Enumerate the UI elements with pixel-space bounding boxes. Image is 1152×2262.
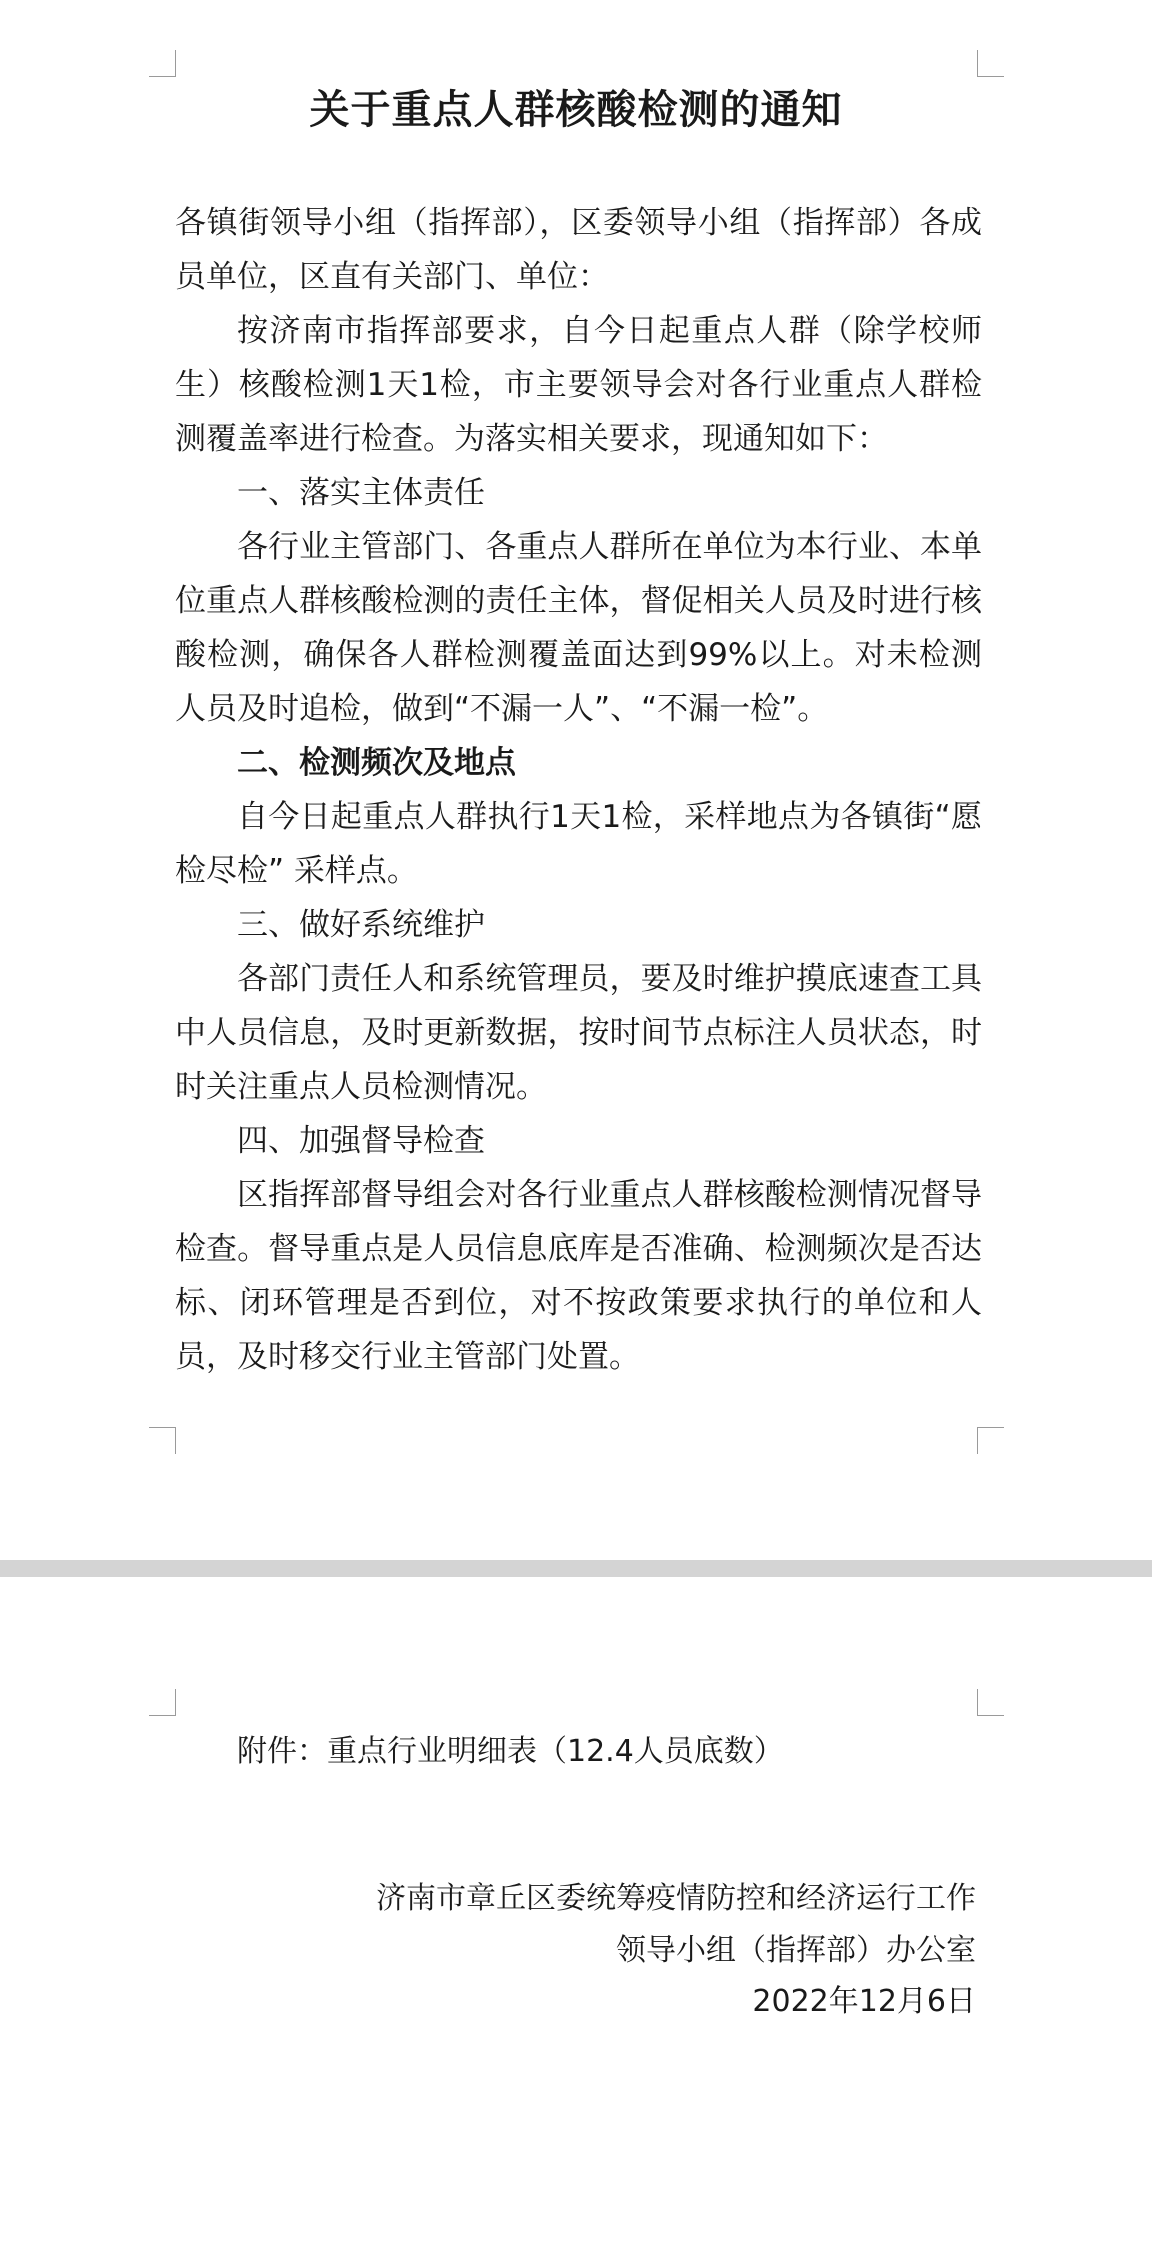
intro-paragraph: 按济南市指挥部要求，自今日起重点人群（除学校师生）核酸检测1天1检，市主要领导会对各行业重点人群检测覆盖率进行检查。为落实相关要求，现通知如下： — [175, 313, 982, 457]
section-paragraph-2: 自今日起重点人群执行1天1检，采样地点为各镇街“愿检尽检” 采样点。 — [175, 799, 982, 889]
section-heading-1: 一、落实主体责任 — [237, 475, 485, 511]
section-paragraph-3: 各部门责任人和系统管理员，要及时维护摸底速查工具中人员信息，及时更新数据，按时间节点标注人员状态，时时关注重点人员检测情况。 — [175, 961, 982, 1105]
signature-org-line-2: 领导小组（指挥部）办公室 — [616, 1933, 976, 1968]
crop-mark-top-left — [149, 50, 176, 77]
section-heading-3: 三、做好系统维护 — [237, 907, 485, 943]
signature-date: 2022年12月6日 — [752, 1984, 976, 2019]
page-title: 关于重点人群核酸检测的通知 — [309, 87, 843, 133]
section-paragraph-4: 区指挥部督导组会对各行业重点人群核酸检测情况督导检查。督导重点是人员信息底库是否准确、检测频次是否达标、闭环管理是否到位，对不按政策要求执行的单位和人员，及时移交行业主管部门处置。 — [175, 1177, 982, 1375]
signature-org-line-1: 济南市章丘区委统筹疫情防控和经济运行工作 — [376, 1881, 976, 1916]
document-page-2 — [0, 1577, 1152, 2262]
section-heading-2: 二、检测频次及地点 — [237, 745, 516, 781]
crop-mark-top-right — [977, 1689, 1004, 1716]
crop-mark-bottom-right — [977, 1427, 1004, 1454]
attachment-line: 附件：重点行业明细表（12.4人员底数） — [237, 1734, 784, 1769]
salutation-paragraph: 各镇街领导小组（指挥部），区委领导小组（指挥部）各成员单位，区直有关部门、单位： — [175, 205, 982, 295]
crop-mark-top-left — [149, 1689, 176, 1716]
section-heading-4: 四、加强督导检查 — [237, 1123, 485, 1159]
section-paragraph-1: 各行业主管部门、各重点人群所在单位为本行业、本单位重点人群核酸检测的责任主体，督促相关人员及时进行核酸检测，确保各人群检测覆盖面达到99%以上。对未检测人员及时追检，做到“不漏一人”、“不漏一检”。 — [175, 529, 982, 727]
crop-mark-bottom-left — [149, 1427, 176, 1454]
crop-mark-top-right — [977, 50, 1004, 77]
document-body — [175, 196, 982, 1384]
page-separator — [0, 1560, 1152, 1577]
